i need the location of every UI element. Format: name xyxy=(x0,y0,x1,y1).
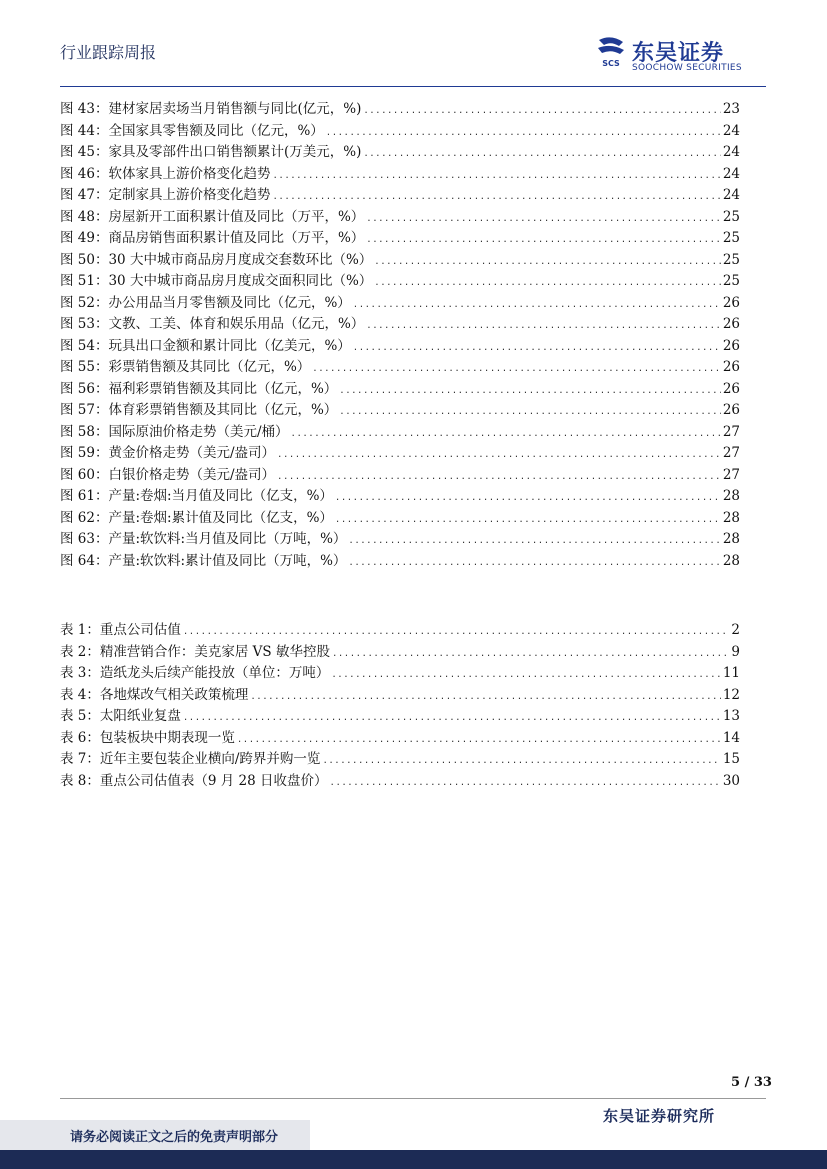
toc-entry-label: 表 4：各地煤改气相关政策梳理 xyxy=(60,686,249,703)
toc-leader-dots xyxy=(366,316,721,338)
table-toc-entry[interactable] xyxy=(60,771,740,793)
toc-leader-dots xyxy=(331,665,720,687)
figure-toc-entry[interactable] xyxy=(60,121,740,143)
toc-leader-dots xyxy=(237,730,721,752)
toc-entry-label: 图 45：家具及零部件出口销售额累计(万美元，%) xyxy=(60,144,362,160)
table-toc-entry[interactable] xyxy=(60,749,740,771)
figure-toc-entry[interactable] xyxy=(60,465,740,487)
toc-entry-page: 25 xyxy=(722,230,740,246)
toc-leader-dots xyxy=(363,144,720,166)
header-divider xyxy=(60,86,766,87)
figure-toc-entry[interactable] xyxy=(60,551,740,573)
table-toc-entry[interactable] xyxy=(60,663,740,685)
table-toc-entry[interactable] xyxy=(60,620,740,642)
toc-entry-label: 表 8：重点公司估值表（9 月 28 日收盘价） xyxy=(60,772,328,789)
toc-entry-label: 图 54：玩具出口金额和累计同比（亿美元，%） xyxy=(60,337,351,354)
toc-leader-dots xyxy=(335,488,721,510)
toc-entry-label: 表 7：近年主要包装企业横向/跨界并购一览 xyxy=(60,751,321,767)
toc-leader-dots xyxy=(277,467,721,489)
logo-mark-text: SCS xyxy=(602,59,620,68)
toc-leader-dots xyxy=(374,252,721,274)
toc-entry-label: 表 5：太阳纸业复盘 xyxy=(60,708,181,724)
toc-entry-label: 表 3：造纸龙头后续产能投放（单位：万吨） xyxy=(60,665,330,681)
toc-entry-label: 图 52：办公用品当月零售额及同比（亿元，%） xyxy=(60,294,351,311)
toc-leader-dots xyxy=(291,424,721,446)
footer-divider xyxy=(60,1098,766,1099)
toc-leader-dots xyxy=(272,166,720,188)
toc-entry-page: 25 xyxy=(722,208,740,225)
toc-entry-label: 图 64：产量:软饮料:累计值及同比（万吨，%） xyxy=(60,552,347,569)
toc-leader-dots xyxy=(277,445,721,467)
toc-leader-dots xyxy=(353,295,721,317)
table-toc-entry[interactable] xyxy=(60,728,740,750)
toc-entry-page: 25 xyxy=(722,273,740,289)
toc-entry-label: 图 53：文教、工美、体育和娱乐用品（亿元，%） xyxy=(60,316,365,332)
toc-entry-page: 13 xyxy=(722,708,740,724)
toc-entry-page: 24 xyxy=(722,122,740,139)
toc-leader-dots xyxy=(353,338,721,360)
toc-leader-dots xyxy=(366,230,721,252)
figure-toc-entry[interactable] xyxy=(60,314,740,336)
toc-leader-dots xyxy=(363,101,720,123)
figure-toc-entry[interactable] xyxy=(60,164,740,186)
table-toc-entry[interactable] xyxy=(60,706,740,728)
toc-entry-page: 26 xyxy=(722,402,740,418)
toc-entry-label: 图 46：软体家具上游价格变化趋势 xyxy=(60,165,271,182)
toc-entry-page: 28 xyxy=(722,531,740,547)
figure-toc-entry[interactable] xyxy=(60,271,740,293)
figure-toc-entry[interactable] xyxy=(60,293,740,315)
toc-entry-label: 图 51：30 大中城市商品房月度成交面积同比（%） xyxy=(60,273,373,289)
logo-company-name: 东吴证券 xyxy=(632,41,725,66)
toc-entry-label: 表 1：重点公司估值 xyxy=(60,622,181,638)
figure-toc-entry[interactable] xyxy=(60,508,740,530)
figure-toc-entry[interactable] xyxy=(60,422,740,444)
toc-leader-dots xyxy=(183,708,721,730)
toc-entry-page: 26 xyxy=(722,380,740,397)
figure-toc-entry[interactable] xyxy=(60,185,740,207)
company-logo xyxy=(596,36,766,76)
toc-entry-page: 28 xyxy=(722,509,740,526)
page-number: 5 / 33 xyxy=(731,1075,772,1090)
toc-leader-dots xyxy=(183,622,730,644)
figure-toc-entry[interactable] xyxy=(60,486,740,508)
figure-toc-entry[interactable] xyxy=(60,142,740,164)
toc-leader-dots xyxy=(348,553,720,575)
toc-entry-label: 图 44：全国家具零售额及同比（亿元，%） xyxy=(60,122,324,139)
toc-entry-label: 图 48：房屋新开工面积累计值及同比（万平，%） xyxy=(60,208,365,225)
toc-entry-label: 图 58：国际原油价格走势（美元/桶） xyxy=(60,423,289,440)
toc-entry-page: 26 xyxy=(722,359,740,375)
figure-toc-entry[interactable] xyxy=(60,99,740,121)
toc-entry-page: 24 xyxy=(722,165,740,182)
toc-entry-page: 30 xyxy=(722,772,740,789)
figure-toc-entry[interactable] xyxy=(60,357,740,379)
toc-leader-dots xyxy=(250,687,720,709)
report-section-title: 行业跟踪周报 xyxy=(60,43,157,62)
toc-entry-label: 图 59：黄金价格走势（美元/盎司） xyxy=(60,445,276,461)
toc-leader-dots xyxy=(339,381,721,403)
toc-entry-page: 28 xyxy=(722,488,740,504)
toc-entry-label: 表 6：包装板块中期表现一览 xyxy=(60,729,235,746)
figure-toc-entry[interactable] xyxy=(60,250,740,272)
disclaimer-text: 请务必阅读正文之后的免责声明部分 xyxy=(70,1130,279,1145)
table-toc-entry[interactable] xyxy=(60,642,740,664)
toc-leader-dots xyxy=(326,123,721,145)
figure-toc-entry[interactable] xyxy=(60,336,740,358)
toc-entry-page: 27 xyxy=(722,423,740,440)
toc-leader-dots xyxy=(322,751,720,773)
toc-entry-page: 12 xyxy=(722,686,740,703)
table-index-list xyxy=(60,620,740,792)
footer-band xyxy=(0,1150,827,1169)
toc-leader-dots xyxy=(339,402,721,424)
toc-entry-page: 2 xyxy=(731,622,740,638)
toc-entry-page: 28 xyxy=(722,552,740,569)
toc-entry-page: 24 xyxy=(722,144,740,160)
toc-entry-page: 27 xyxy=(722,466,740,483)
figure-index-list xyxy=(60,99,740,572)
toc-entry-label: 图 57：体育彩票销售额及其同比（亿元，%） xyxy=(60,402,338,418)
figure-toc-entry[interactable] xyxy=(60,443,740,465)
toc-entry-page: 11 xyxy=(722,665,740,681)
toc-entry-page: 15 xyxy=(722,751,740,767)
table-toc-entry[interactable] xyxy=(60,685,740,707)
toc-entry-page: 26 xyxy=(722,337,740,354)
toc-entry-page: 24 xyxy=(722,187,740,203)
toc-leader-dots xyxy=(374,273,721,295)
figure-toc-entry[interactable] xyxy=(60,529,740,551)
toc-entry-label: 图 49：商品房销售面积累计值及同比（万平，%） xyxy=(60,230,365,246)
institute-name: 东吴证券研究所 xyxy=(603,1107,716,1125)
toc-leader-dots xyxy=(366,209,721,231)
figure-toc-entry[interactable] xyxy=(60,228,740,250)
toc-entry-label: 图 47：定制家具上游价格变化趋势 xyxy=(60,187,271,203)
figure-toc-entry[interactable] xyxy=(60,379,740,401)
toc-entry-label: 图 50：30 大中城市商品房月度成交套数环比（%） xyxy=(60,251,373,268)
toc-entry-label: 图 56：福利彩票销售额及其同比（亿元，%） xyxy=(60,380,338,397)
toc-entry-label: 图 43：建材家居卖场当月销售额与同比(亿元，%) xyxy=(60,101,362,117)
logo-english-name: SOOCHOW SECURITIES xyxy=(632,63,742,73)
toc-entry-page: 25 xyxy=(722,251,740,268)
toc-entry-page: 23 xyxy=(722,101,740,117)
toc-entry-page: 27 xyxy=(722,445,740,461)
figure-toc-entry[interactable] xyxy=(60,207,740,229)
logo-mark-icon xyxy=(596,36,626,72)
toc-entry-label: 图 55：彩票销售额及其同比（亿元，%） xyxy=(60,359,311,375)
toc-entry-page: 26 xyxy=(722,294,740,311)
toc-leader-dots xyxy=(330,773,721,795)
toc-entry-label: 图 63：产量:软饮料:当月值及同比（万吨，%） xyxy=(60,531,347,547)
toc-entry-page: 26 xyxy=(722,316,740,332)
toc-leader-dots xyxy=(312,359,721,381)
toc-leader-dots xyxy=(272,187,720,209)
toc-entry-page: 14 xyxy=(722,729,740,746)
toc-entry-page: 9 xyxy=(731,643,740,660)
toc-leader-dots xyxy=(332,644,729,666)
figure-toc-entry[interactable] xyxy=(60,400,740,422)
toc-entry-label: 图 60：白银价格走势（美元/盎司） xyxy=(60,466,276,483)
toc-leader-dots xyxy=(348,531,720,553)
toc-entry-label: 表 2：精准营销合作：美克家居 VS 敏华控股 xyxy=(60,643,330,660)
toc-leader-dots xyxy=(335,510,721,532)
toc-entry-label: 图 61：产量:卷烟:当月值及同比（亿支，%） xyxy=(60,488,333,504)
toc-entry-label: 图 62：产量:卷烟:累计值及同比（亿支，%） xyxy=(60,509,333,526)
